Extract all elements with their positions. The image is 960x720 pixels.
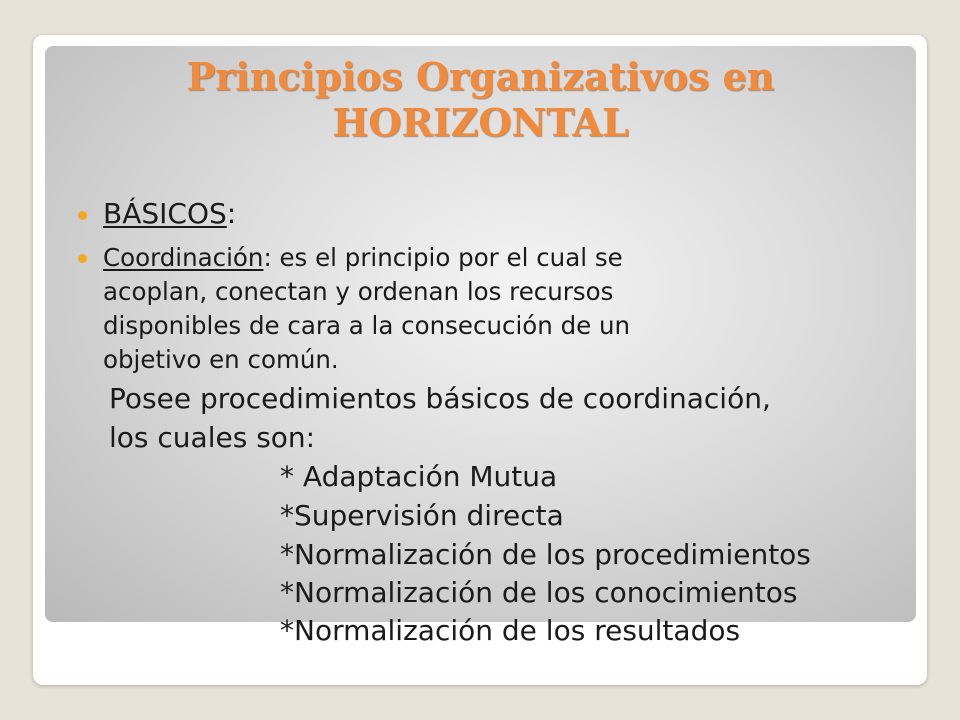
intro-line-1: Posee procedimientos básicos de coordinación, — [109, 382, 771, 415]
procedure-item: *Normalización de los resultados — [280, 614, 741, 647]
coordinacion-line-1 — [103, 242, 623, 274]
procedure-item: *Normalización de los conocimientos — [280, 576, 798, 609]
coordinacion-line-4: objetivo en común. — [103, 345, 339, 374]
coordinacion-line-2: acoplan, conectan y ordenan los recursos — [103, 277, 614, 306]
procedure-item: *Supervisión directa — [280, 499, 564, 532]
coordinacion-term: Coordinación — [103, 243, 264, 272]
coordinacion-line-3: disponibles de cara a la consecución de un — [103, 311, 631, 340]
basicos-colon: : — [226, 197, 237, 230]
coordinacion-line-1-rest: : es el principio por el cual se — [263, 243, 623, 272]
bullet-basicos — [103, 197, 236, 231]
procedure-item: *Normalización de los procedimientos — [280, 538, 811, 571]
bullet-dot-icon — [78, 211, 87, 220]
intro-line-2: los cuales son: — [109, 421, 316, 454]
procedure-item: * Adaptación Mutua — [280, 460, 558, 493]
bullet-dot-icon — [78, 254, 87, 263]
basicos-term: BÁSICOS — [103, 197, 227, 230]
slide-title: Principios Organizativos en HORIZONTAL — [186, 54, 775, 145]
